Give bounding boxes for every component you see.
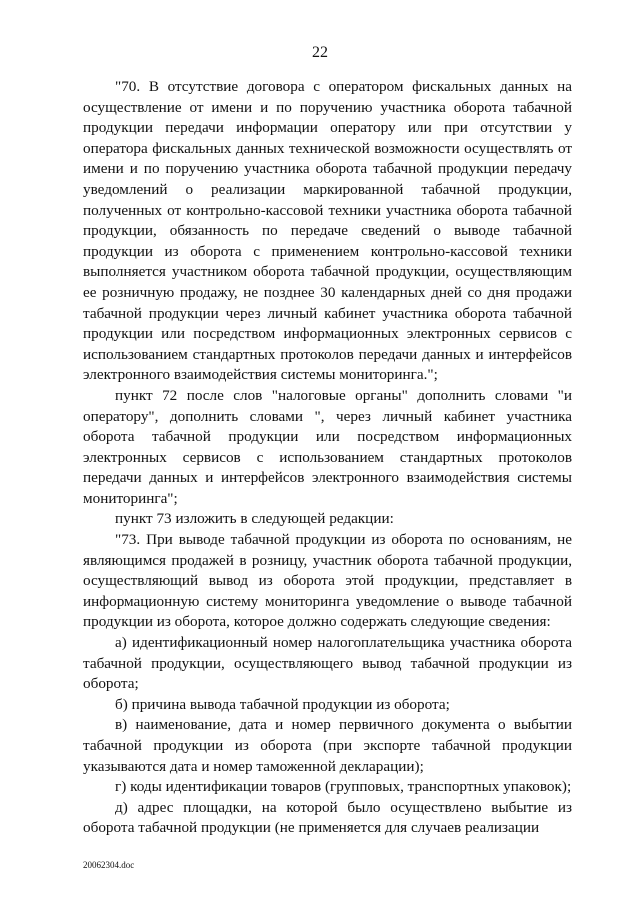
paragraph-subitem-g: г) коды идентификации товаров (групповых, транспортных упаковок); (115, 778, 572, 796)
paragraph-subitem-b: б) причина вывода табачной продукции из оборота; (115, 695, 450, 713)
footer-filename: 20062304.doc (83, 860, 135, 870)
paragraph-item-70: "70. В отсутствие договора с оператором фискальных данных на осуществление от имени и по поручению участника оборота табачной продукции передачи информации оператору или при отсутствии у оператора фискальных данных технической возможности осуществлять от имени и по поручению участника оборота табачной продукции передачу уведомлений о реализации маркированной табачной продукции, полученных от контрольно-кассовой техники участника оборота табачной продукции, обязанность по передаче сведений о выводе табачной продукции из оборота с применением контрольно-кассовой техники выполняется участником оборота табачной продукции, осуществляющим ее розничную продажу, не позднее 30 календарных дней со дня продажи табачной продукции через личный кабинет участника оборота табачной продукции или посредством информационных электронных сервисов с использованием стандартных протоколов передачи данных и интерфейсов электронного взаимодействия системы мониторинга."; (83, 78, 572, 384)
paragraph-subitem-d: д) адрес площадки, на которой было осуществлено выбытие из оборота табачной продукции (не применяется для случаев реализации (83, 798, 572, 837)
paragraph-item-73: "73. При выводе табачной продукции из оборота по основаниям, не являющимся продажей в розницу, участник оборота табачной продукции, осуществляющий вывод из оборота этой продукции, представляет в информационную систему мониторинга уведомление о выводе табачной продукции из оборота, которое должно содержать следующие сведения: (83, 531, 572, 631)
paragraph-subitem-a: а) идентификационный номер налогоплательщика участника оборота табачной продукции, осуществляющего вывод табачной продукции из оборота; (83, 634, 572, 693)
paragraph-item-73-intro: пункт 73 изложить в следующей редакции: (115, 510, 394, 528)
paragraph-item-72-amendment: пункт 72 после слов "налоговые органы" дополнить словами "и оператору", дополнить словами ", через личный кабинет участника оборота табачной продукции или посредством информационных электронных сервисов с использованием стандартных протоколов передачи данных и интерфейсов электронного взаимодействия системы мониторинга"; (83, 386, 572, 507)
paragraph-subitem-v: в) наименование, дата и номер первичного документа о выбытии табачной продукции из оборота (при экспорте табачной продукции указываются дата и номер таможенной декларации); (83, 716, 572, 775)
page-number: 22 (312, 44, 328, 61)
document-body (83, 77, 572, 839)
